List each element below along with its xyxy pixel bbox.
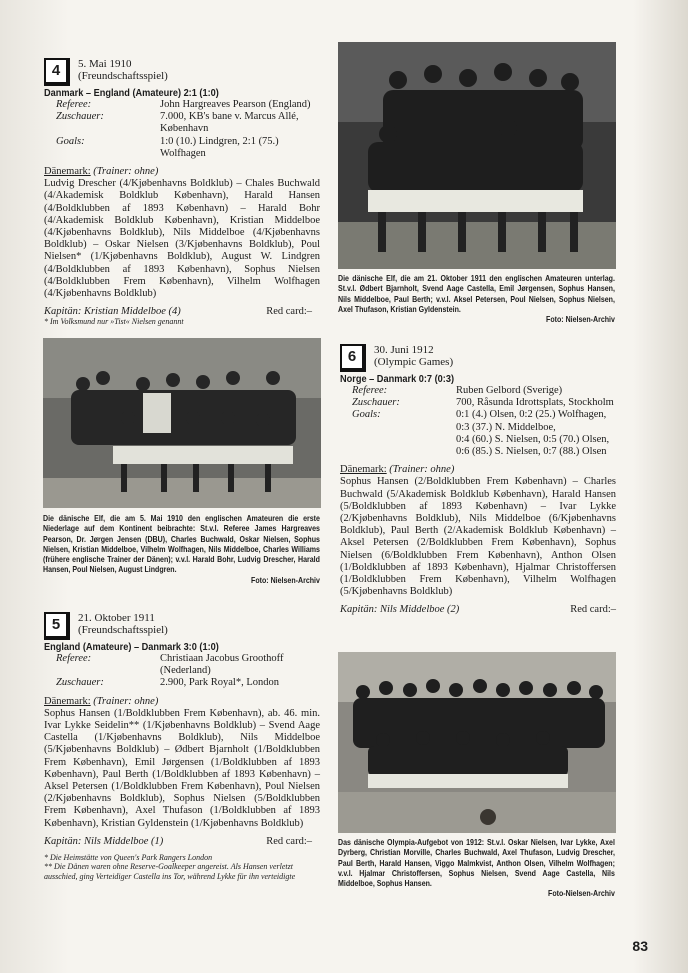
photo-1-caption [338,274,615,325]
caption-source: Foto-Nielsen-Archiv [548,889,615,899]
referee-label: Referee: [352,385,388,396]
trainer: (Trainer: ohne) [389,464,455,476]
team-lineup [44,166,320,300]
photo-3-caption [338,838,615,900]
match-date: 5. Mai 1910 [78,58,132,70]
team-photo-image [43,338,321,508]
caption-text: Die dänische Elf, die am 21. Oktober 1911 den englischen Amateuren unterlag. St.v.l. Ødbert Bjarnholt, Svend Aage Castella, Emil Jørgensen, Sophus Hansen, Nils Middelboe, Paul Berth; v.v.l. Aksel Petersen, Poul Nielsen, Sophus Nielsen, Axel Thufason, Kristian Gyldenstein. [338,274,615,314]
team-label: Dänemark: [340,464,387,476]
spectators-label: Zuschauer: [56,677,104,689]
match-score: England (Amateure) – Danmark 3:0 (1:0) [44,642,219,653]
team-text: Ludvig Drescher (4/Kjøbenhavns Boldklub) – Chales Buchwald (4/Akademisk Boldklub København), Harald Hansen (4/Boldklubben af 1893 København) – Harald Bohr (4/Akademisk Boldklub København), Kristian Middelboe (4/Kjøbenhavns Boldklub), Nils Middelboe (4/Kjøbenhavns Boldklub) – Oskar Nielsen (3/Kjøbenhavns Boldklub), Poul Nielsen* (1/Kjøbenhavns Boldklub), August W. Lindgren (4/Boldklubben af 1893 København), Sophus Nielsen (4/Boldklubben Frem København), Vilhelm Wolfhagen (4/Kjøbenhavns Boldklub) [44,178,320,300]
goals-value: 0:1 (4.) Olsen, 0:2 (25.) Wolfhagen, 0:3 (37.) N. Middelboe, 0:4 (60.) S. Nielsen, 0:5 (70.) Olsen, 0:6 (85.) S. Nielsen, 0:7 (88.) Olsen [456,409,610,458]
team-photo-image [338,652,616,833]
captain: Kapitän: Kristian Middelboe (4) [44,306,181,318]
match-4-entry [44,58,320,327]
caption-text: Die dänische Elf, die am 5. Mai 1910 den englischen Amateuren die erste Niederlage auf dem Kontinent beibrachte: St.v.l. Referee James Hargreaves Pearson, Dr. Jørgen Jensen (DBU), Charles Buchwald, Oskar Nielsen, Sophus Nielsen, Kristian Middelboe, Vilhelm Wolfhagen, Nils Middelboe, Charles Williams (frühere englische Trainer der Dänen); v.v.l. Harald Bohr, Ludvig Drescher, Harald Hansen, Poul Nielsen, August Lindgren. [43,514,320,575]
referee-value: Ruben Gelbord (Sverige) [456,385,563,396]
match-number: 5 [44,612,70,640]
red-card: Red card:– [570,604,616,616]
footnote-1: * Die Heimstätte von Queen's Park Rangers London [44,852,213,862]
spectators-value: 7.000, KB's bane v. Marcus Allé, København [160,111,299,135]
caption-text: Das dänische Olympia-Aufgebot von 1912: St.v.l. Oskar Nielsen, Ivar Lykke, Axel Dyrberg, Christian Morville, Charles Buchwald, Axel Thufason, Ludvig Drescher, Paul Berth, Harald Hansen, Viggo Malmkvist, Anthon Olsen, Vilhelm Wolfhagen; v.v.l. Hjalmar Christoffersen, Sophus Nielsen, Svend Aage Castella, Nils Middelboe, Sophus Hansen. [338,838,615,889]
team-photo-1912 [338,652,616,833]
spectators-value: 2.900, Park Royal*, London [160,677,279,689]
trainer: (Trainer: ohne) [93,695,159,707]
team-lineup [340,464,616,598]
match-number: 4 [44,58,70,86]
team-text: Sophus Hansen (1/Boldklubben Frem København), ab. 46. min. Ivar Lykke Seidelin** (1/Kjøbenhavns Boldklub) – Svend Aage Castella (1/Kjøbenhavns Boldklub), Nils Middelboe (5/Kjøbenhavns Boldklub) – Ødbert Bjarnholt (1/Boldklubben Frem København), Emil Jørgensen (1/Boldklubben af 1893 København), Paul Berth (1/Boldklubben af 1893 København) – Aksel Petersen (1/Boldklubben Frem København), Poul Nielsen (2/Kjøbenhavns Boldklub), Sophus Nielsen (5/Boldklubben Frem København), Axel Thufason (1/Boldklubben af 1893 København), Kristian Gyldenstein (1/Kjøbenhavns Boldklub) [44,707,320,829]
caption-source: Foto: Nielsen-Archiv [251,575,320,585]
team-text: Sophus Hansen (2/Boldklubben Frem København) – Charles Buchwald (5/Akademisk Boldklub København), Harald Hansen (5/Boldklubben af 1893 København) – Ivar Lykke (2/Kjøbenhavns Boldklub), Nils Middelboe (6/Kjøbenhavns Boldklub), Paul Berth (2/Akademisk Boldklub København) – Aksel Petersen (2/Boldklubben Frem København), Sophus Nielsen (6/Boldklubben Frem København), Anthon Olsen (1/Boldklubben af 1893 København), Hjalmar Christoffersen (1/Boldklubben Frem København), Vilhelm Wolfhagen (5/Kjøbenhavns Boldklub) [340,476,616,598]
match-date: 30. Juni 1912 [374,344,434,356]
match-score: Danmark – England (Amateure) 2:1 (1:0) [44,88,219,99]
referee-label: Referee: [56,653,92,664]
footnote: * Im Volksmund nur »Tist« Nielsen genannt [44,317,184,327]
match-meta [56,653,320,690]
spectators-value: 700, Råsunda Idrottsplats, Stockholm [456,397,614,409]
caption-source: Foto: Nielsen-Archiv [546,315,615,325]
footnote-2: ** Die Dänen waren ohne Reserve-Goalkeeper angereist. Als Hansen verletzt ausschied, ging Verteidiger Castella ins Tor, während Lykke für ihn verteidigte [44,862,296,881]
spectators-label: Zuschauer: [352,397,400,409]
match-date: 21. Oktober 1911 [78,612,155,624]
captain: Kapitän: Nils Middelboe (1) [44,835,164,847]
goals-label: Goals: [56,135,85,147]
match-number: 6 [340,344,366,372]
team-label: Dänemark: [44,166,91,178]
match-type: (Freundschaftsspiel) [78,624,168,636]
goals-value: 1:0 (10.) Lindgren, 2:1 (75.) Wolfhagen [160,135,279,159]
photo-2-caption [43,514,320,586]
match-type: (Olympic Games) [374,356,454,368]
team-photo-image [338,42,616,269]
referee-value: Christiaan Jacobus Groothoff (Nederland) [160,653,284,677]
match-score: Norge – Danmark 0:7 (0:3) [340,374,455,385]
match-meta [352,385,616,458]
page-number: 83 [632,938,648,954]
match-meta [56,99,320,160]
goals-label: Goals: [352,409,381,421]
match-type: (Freundschaftsspiel) [78,70,168,82]
red-card: Red card:– [266,835,312,847]
referee-label: Referee: [56,99,92,110]
team-photo-1911 [338,42,616,269]
trainer: (Trainer: ohne) [93,166,159,178]
team-lineup [44,696,320,830]
referee-value: John Hargreaves Pearson (England) [160,99,311,110]
spectators-label: Zuschauer: [56,111,104,123]
match-5-entry [44,612,320,881]
captain: Kapitän: Nils Middelboe (2) [340,604,460,616]
team-label: Dänemark: [44,695,91,707]
team-photo-1910 [43,338,321,508]
red-card: Red card:– [266,306,312,318]
match-6-entry [340,344,616,615]
